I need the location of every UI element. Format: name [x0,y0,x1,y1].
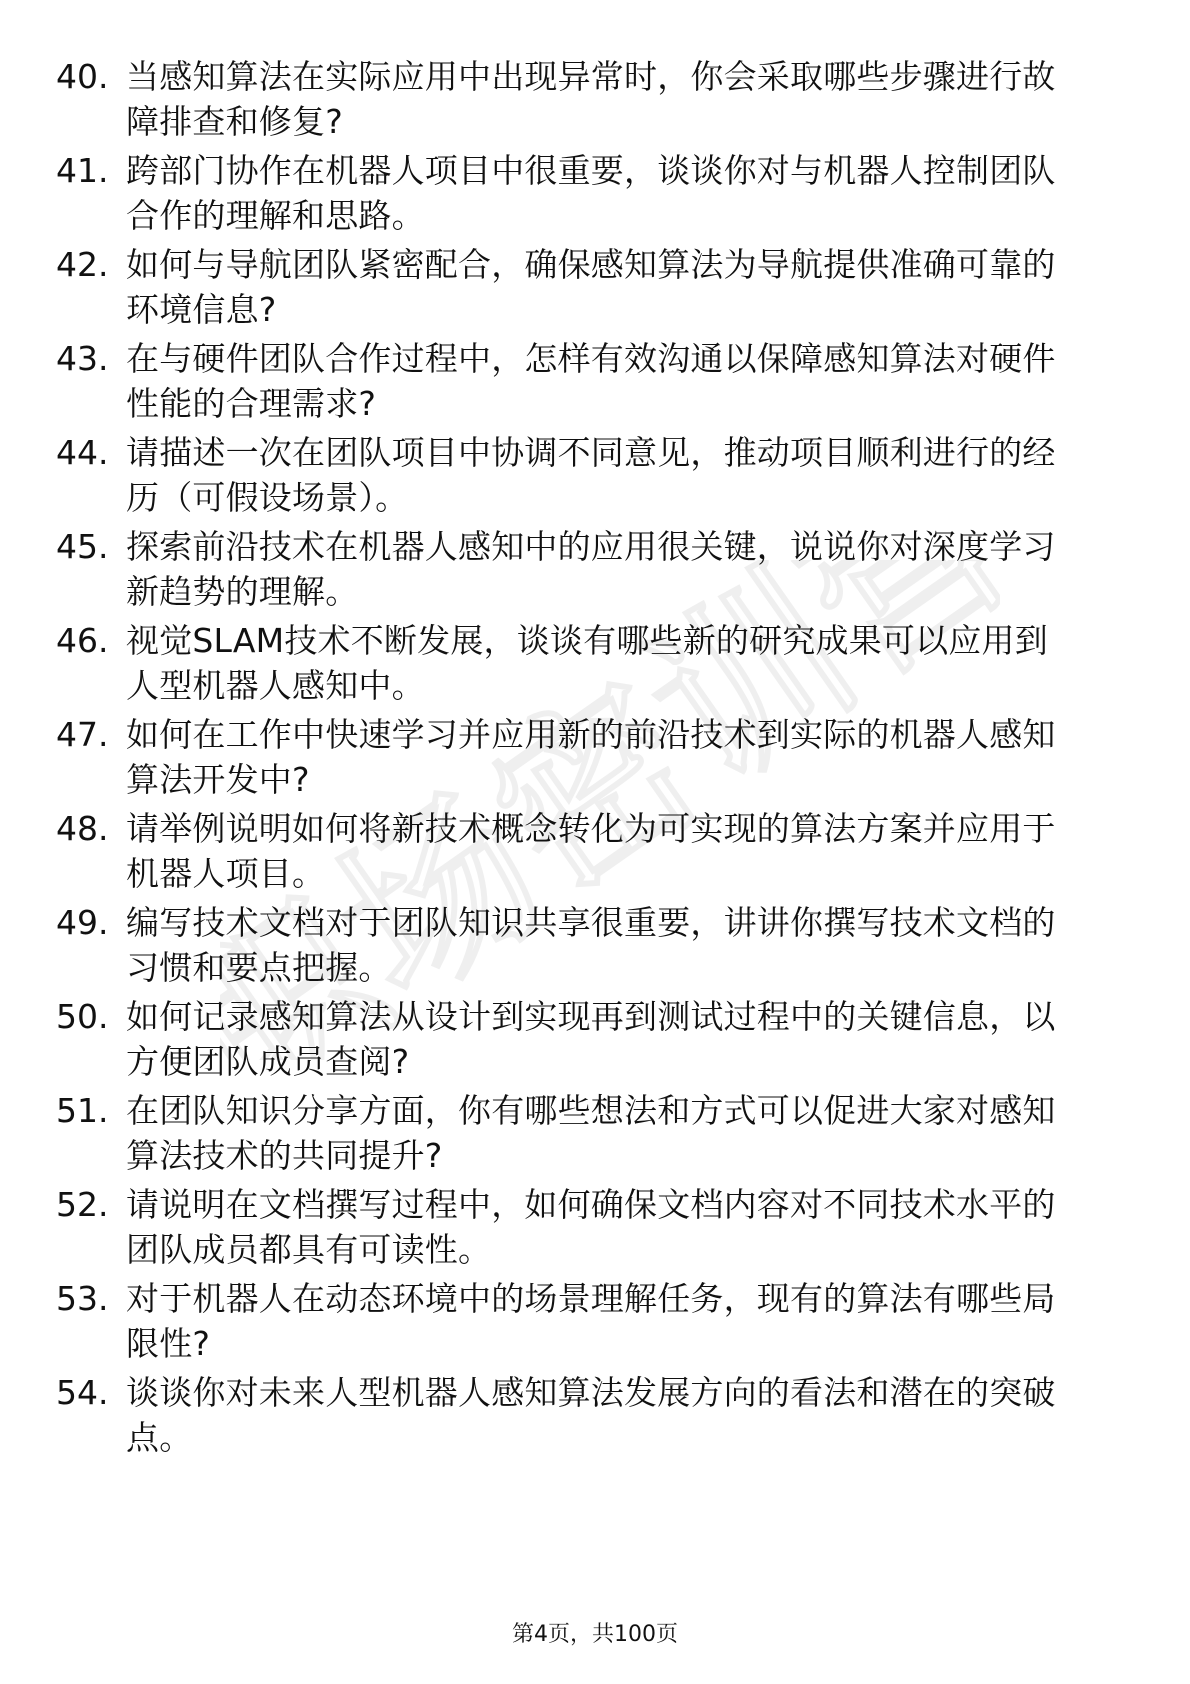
question-text-line2: 点。 [126,1418,193,1457]
question-number: 53. [56,1279,109,1318]
question-text-line1: 对于机器人在动态环境中的场景理解任务，现有的算法有哪些局 [126,1279,1056,1318]
question-number: 54. [56,1373,109,1412]
question-text-line1: 在与硬件团队合作过程中，怎样有效沟通以保障感知算法对硬件 [126,339,1056,378]
question-number: 44. [56,433,109,472]
question-text-line1: 当感知算法在实际应用中出现异常时，你会采取哪些步骤进行故 [126,57,1056,96]
question-item [56,900,1136,990]
question-item [56,524,1136,614]
question-item [56,336,1136,426]
watermark-text: 职场密训营 [220,560,1000,1060]
question-item [56,148,1136,238]
question-text-line1: 跨部门协作在机器人项目中很重要，谈谈你对与机器人控制团队 [126,151,1056,190]
question-text-line2: 限性? [126,1324,211,1363]
page-number-label: 第4页，共100页 [512,1622,678,1647]
question-item [56,1370,1136,1460]
question-number: 48. [56,809,109,848]
question-text-line1: 如何与导航团队紧密配合，确保感知算法为导航提供准确可靠的 [126,245,1056,284]
question-text-line2: 新趋势的理解。 [126,572,359,611]
question-number: 42. [56,245,109,284]
question-text-line1: 请说明在文档撰写过程中，如何确保文档内容对不同技术水平的 [126,1185,1056,1224]
question-number: 52. [56,1185,109,1224]
question-item [56,430,1136,520]
question-item [56,806,1136,896]
question-item [56,618,1136,708]
question-text-line2: 障排查和修复? [126,102,343,141]
question-item [56,1276,1136,1366]
page-footer [0,1620,1190,1650]
question-item [56,242,1136,332]
question-number: 49. [56,903,109,942]
question-text-line1: 编写技术文档对于团队知识共享很重要，讲讲你撰写技术文档的 [126,903,1056,942]
question-text-line2: 性能的合理需求? [126,384,377,423]
question-text-line2: 机器人项目。 [126,854,326,893]
question-item [56,1088,1136,1178]
question-number: 50. [56,997,109,1036]
question-text-line1: 谈谈你对未来人型机器人感知算法发展方向的看法和潜在的突破 [126,1373,1056,1412]
question-text-line2: 算法开发中? [126,760,310,799]
question-number: 47. [56,715,109,754]
question-item [56,712,1136,802]
question-text-line1: 探索前沿技术在机器人感知中的应用很关键，说说你对深度学习 [126,527,1056,566]
question-text-line1: 请描述一次在团队项目中协调不同意见，推动项目顺利进行的经 [126,433,1056,472]
question-number: 41. [56,151,109,190]
question-text-line1: 请举例说明如何将新技术概念转化为可实现的算法方案并应用于 [126,809,1056,848]
question-number: 43. [56,339,109,378]
question-text-line1: 在团队知识分享方面，你有哪些想法和方式可以促进大家对感知 [126,1091,1056,1130]
question-number: 45. [56,527,109,566]
question-number: 46. [56,621,109,660]
question-text-line2: 合作的理解和思路。 [126,196,425,235]
question-text-line2: 环境信息? [126,290,277,329]
question-text-line2: 历（可假设场景）。 [126,478,409,517]
question-item [56,54,1136,144]
question-text-line1: 如何记录感知算法从设计到实现再到测试过程中的关键信息，以 [126,997,1056,1036]
question-text-line2: 算法技术的共同提升? [126,1136,443,1175]
question-number: 40. [56,57,109,96]
question-text-line1: 视觉SLAM技术不断发展，谈谈有哪些新的研究成果可以应用到 [126,621,1048,660]
question-item [56,994,1136,1084]
question-text-line1: 如何在工作中快速学习并应用新的前沿技术到实际的机器人感知 [126,715,1056,754]
question-item [56,1182,1136,1272]
question-text-line2: 团队成员都具有可读性。 [126,1230,492,1269]
question-number: 51. [56,1091,109,1130]
question-text-line2: 方便团队成员查阅? [126,1042,410,1081]
question-text-line2: 习惯和要点把握。 [126,948,392,987]
question-text-line2: 人型机器人感知中。 [126,666,425,705]
